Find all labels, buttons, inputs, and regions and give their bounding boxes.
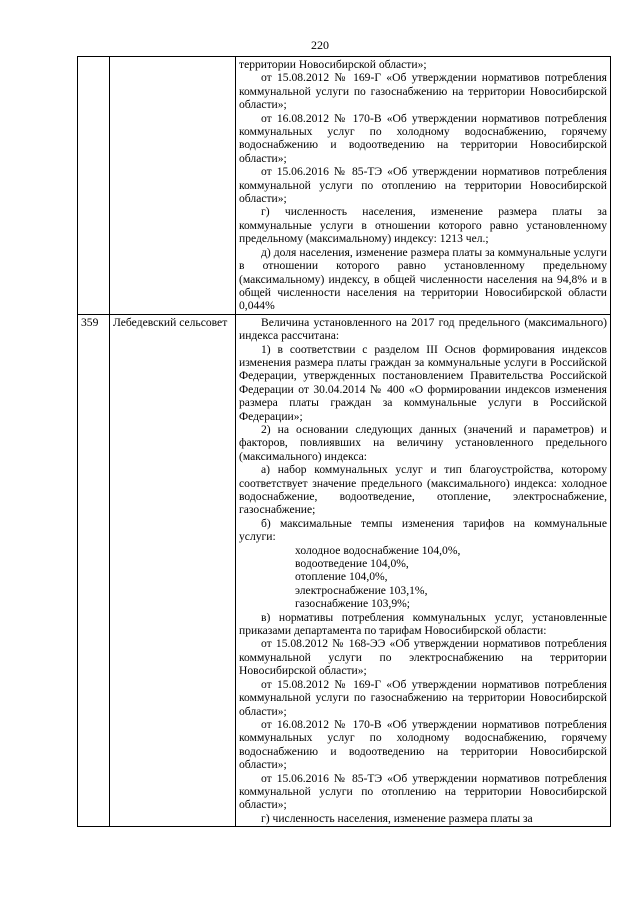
paragraph: от 16.08.2012 № 170-В «Об утверждении нормативов потребления коммунальных услуг по холодному водоснабжению, горячему водоснабжению и водоотведению на территории Новосибирской области»; bbox=[239, 111, 607, 165]
description-cell bbox=[236, 314, 611, 826]
municipality-cell bbox=[110, 57, 236, 315]
paragraph: г) численность населения, изменение размера платы за bbox=[261, 811, 533, 825]
tariff-item: электроснабжение 103,1%, bbox=[295, 583, 428, 597]
table-row-continued bbox=[78, 57, 611, 315]
page-number: 220 bbox=[311, 38, 329, 52]
paragraph: г) численность населения, изменение размера платы за коммунальные услуги в отношении которого равно установленному предельному (максимальному) индексу: 1213 чел.; bbox=[239, 205, 607, 246]
paragraph: б) максимальные темпы изменения тарифов на коммунальные услуги: bbox=[239, 516, 607, 544]
paragraph: 2) на основании следующих данных (значений и параметров) и факторов, повлиявших на величину установленного предельного (максимального) индекса: bbox=[239, 422, 607, 463]
tariff-item: водоотведение 104,0%, bbox=[295, 557, 409, 571]
indices-table bbox=[77, 56, 611, 827]
municipality-cell: Лебедевский сельсовет bbox=[110, 314, 236, 826]
order-item: от 15.08.2012 № 168-ЭЭ «Об утверждении нормативов потребления коммунальной услуги по электроснабжению на территории Новосибирской области»; bbox=[239, 637, 607, 678]
paragraph: а) набор коммунальных услуг и тип благоустройства, которому соответствует значение предельного (максимального) индекса: холодное водоснабжение, водоотведение, отопление, электроснабжение, газоснабжение; bbox=[239, 463, 607, 517]
paragraph: 1) в соответствии с разделом III Основ формирования индексов изменения размера платы граждан за коммунальные услуги в Российской Федерации, утвержденных постановлением Правительства Российской Федерации от 30.04.2014 № 400 «О формировании индексов изменения размера платы граждан за коммунальные услуги в Российской Федерации»; bbox=[239, 342, 607, 423]
paragraph: от 15.06.2016 № 85-ТЭ «Об утверждении нормативов потребления коммунальной услуги по отоплению на территории Новосибирской области»; bbox=[239, 165, 607, 206]
tariff-item: отопление 104,0%, bbox=[295, 570, 388, 584]
description-cell bbox=[236, 57, 611, 315]
table-row-359 bbox=[78, 314, 611, 826]
paragraph: д) доля населения, изменение размера платы за коммунальные услуги в отношении которого равно установленному предельному (максимальному) индексу, в общей численности населения на 94,8% и в общей численности населения на территории Новосибирской области 0,044% bbox=[239, 245, 607, 313]
paragraph: Величина установленного на 2017 год предельного (максимального) индекса рассчитана: bbox=[239, 315, 607, 343]
order-item: от 16.08.2012 № 170-В «Об утверждении нормативов потребления коммунальных услуг по холодному водоснабжению, горячему водоснабжению и водоотведению на территории Новосибирской области»; bbox=[239, 717, 607, 772]
order-item: от 15.06.2016 № 85-ТЭ «Об утверждении нормативов потребления коммунальной услуги по отоплению на территории Новосибирской области»; bbox=[239, 771, 607, 812]
paragraph: в) нормативы потребления коммунальных услуг, установленные приказами департамента по тарифам Новосибирской области: bbox=[239, 610, 607, 638]
row-number-cell: 359 bbox=[78, 314, 110, 826]
order-item: от 15.08.2012 № 169-Г «Об утверждении нормативов потребления коммунальной услуги по газоснабжению на территории Новосибирской области»; bbox=[239, 677, 607, 718]
tariff-item: газоснабжение 103,9%; bbox=[295, 597, 411, 611]
row-number-cell bbox=[78, 57, 110, 315]
tariff-item: холодное водоснабжение 104,0%, bbox=[295, 543, 461, 557]
paragraph: территории Новосибирской области»; bbox=[239, 58, 427, 71]
paragraph: от 15.08.2012 № 169-Г «Об утверждении нормативов потребления коммунальной услуги по газоснабжению на территории Новосибирской области»; bbox=[239, 71, 607, 112]
